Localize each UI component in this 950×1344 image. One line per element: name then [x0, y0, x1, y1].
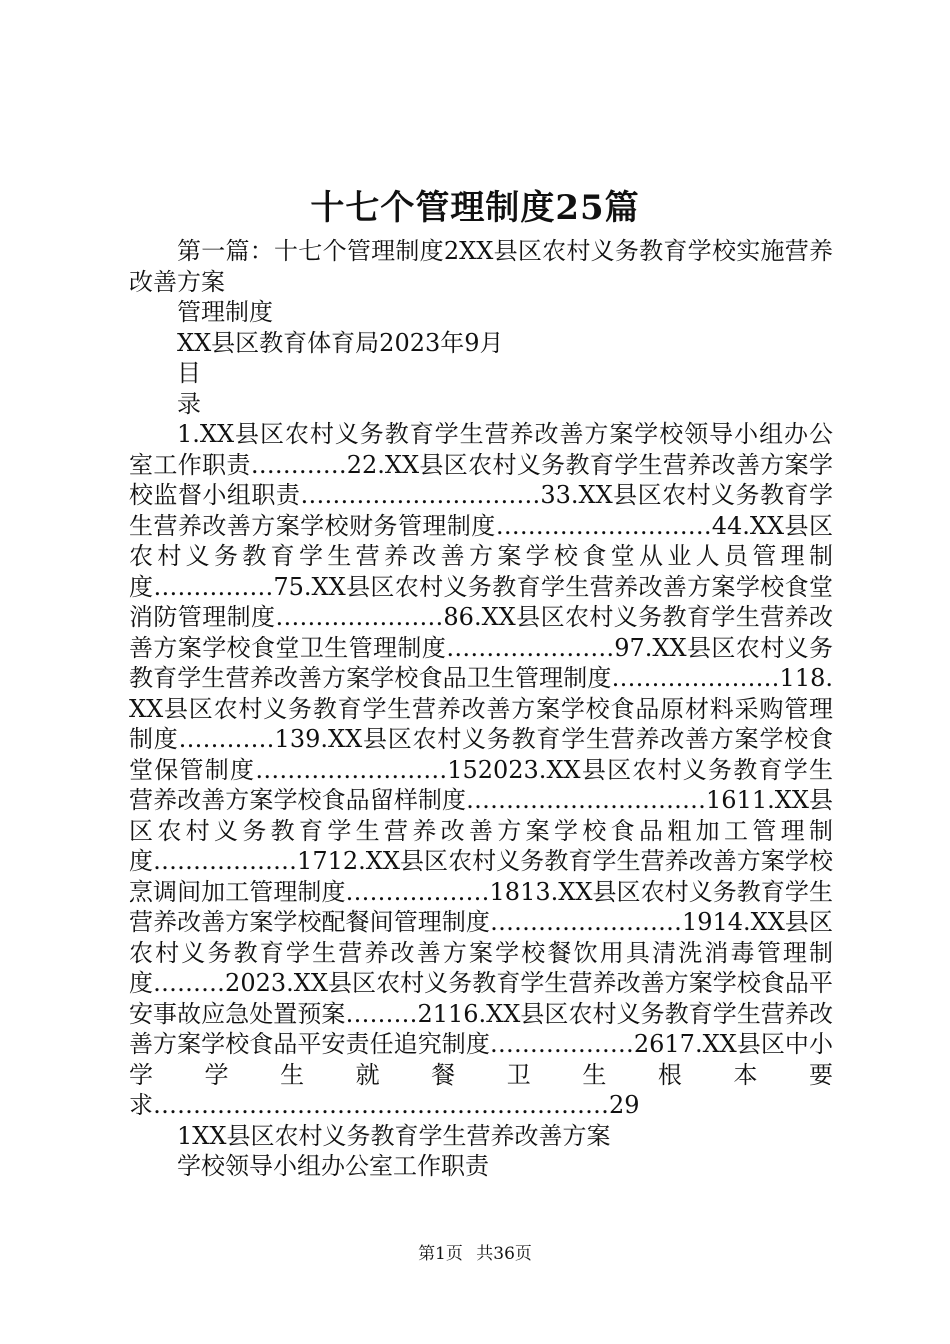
toc-label-mu: 目 — [177, 359, 201, 387]
document-body — [129, 236, 833, 1182]
subtitle: 管理制度 — [177, 298, 273, 326]
issuer-date: XX县区教育体育局2023年9月 — [177, 328, 504, 357]
page-total: 共36页 — [476, 1244, 532, 1264]
document-title: 十七个管理制度25篇 — [310, 188, 640, 228]
chapter-heading: 第一篇：十七个管理制度2XX县区农村义务教育学校实施营养改善方案 — [129, 237, 833, 296]
page-footer — [0, 1242, 950, 1266]
table-of-contents: 1.XX县区农村义务教育学生营养改善方案学校领导小组办公室工作职责…………22.XX县区农村义务教育学生营养改善方案学校监督小组职责…………………………33.XX县区农村义务教育学生营养改善方案学校财务管理制度………………………44.XX县区农村义务教育学生营养改善方案学校食堂从业人员管理制度……………75.XX县区农村义务教育学生营养改善方案学校食堂消防管理制度…………………86.XX县区农村义务教育学生营养改善方案学校食堂卫生管理制度…………………97.XX县区农村义务教育学生营养改善方案学校食品卫生管理制度…………………118.XX县区农村义务教育学生营养改善方案学校食品原材料采购管理制度…………139.XX县区农村义务教育学生营养改善方案学校食堂保管制度……………………152023.XX县区农村义务教育学生营养改善方案学校食品留样制度…………………………1611.XX县区农村义务教育学生营养改善方案学校食品粗加工管理制度………………1712.XX县区农村义务教育学生营养改善方案学校烹调间加工管理制度………………1813.XX县区农村义务教育学生营养改善方案学校配餐间管理制度……………………1914.XX县区农村义务教育学生营养改善方案学校餐饮用具清洗消毒管理制度………2023.XX县区农村义务教育学生营养改善方案学校食品平安事故应急处置预案………2116.XX县区农村义务教育学生营养改善方案学校食品平安责任追究制度………………2617.XX县区中小学学生就餐卫生根本要求…………………………………………………29 — [129, 420, 833, 1119]
toc-label-lu: 录 — [177, 389, 201, 418]
page-number: 第1页 — [418, 1244, 463, 1264]
section-subheading: 学校领导小组办公室工作职责 — [177, 1152, 489, 1180]
section-heading: 1XX县区农村义务教育学生营养改善方案 — [177, 1121, 611, 1150]
